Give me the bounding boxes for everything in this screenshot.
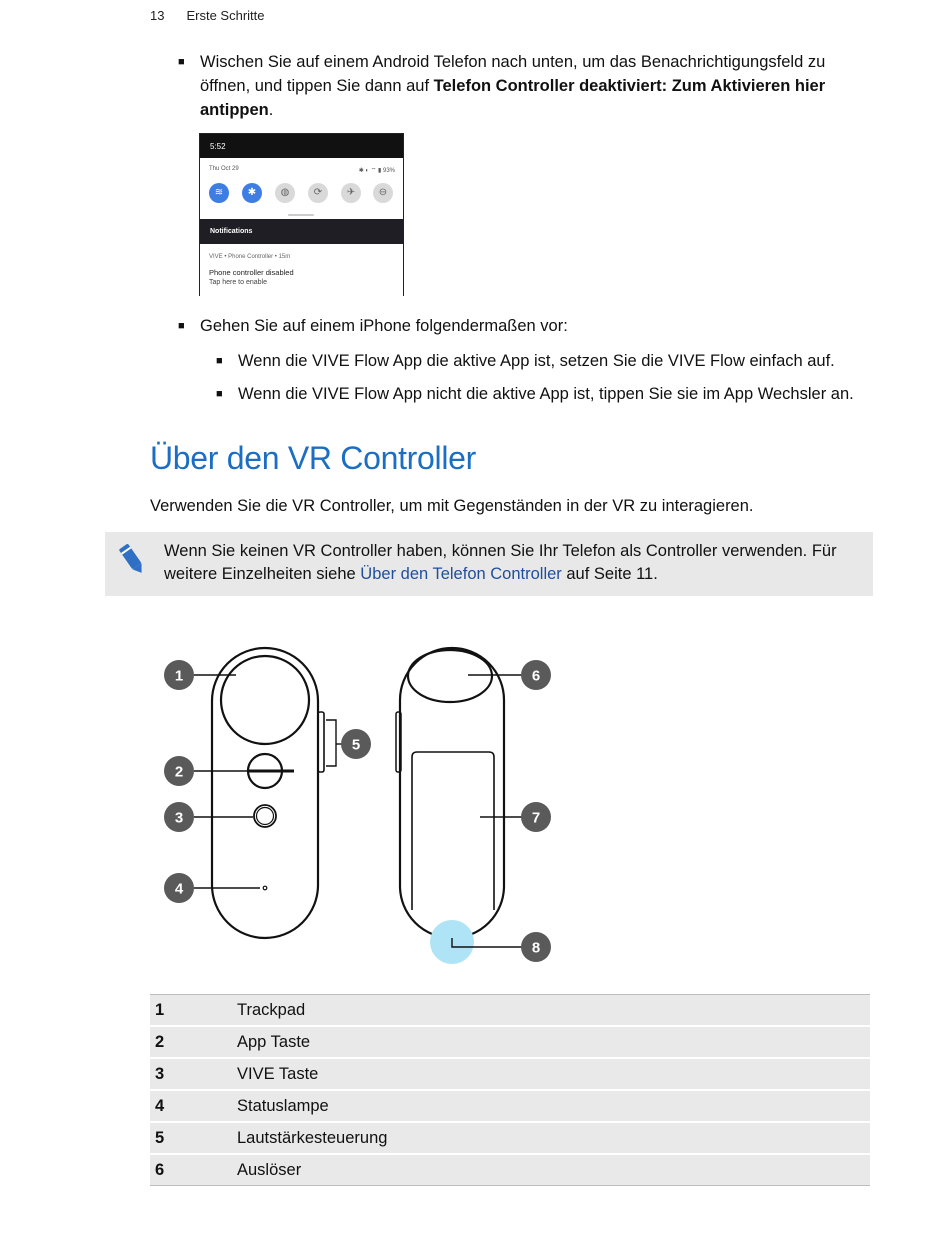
phone-date-row: Thu Oct 29 ✱ ◐ ⌔ ▮ 93%: [209, 166, 395, 174]
pencil-note-icon: [117, 542, 147, 578]
table-row: [150, 1058, 870, 1090]
bluetooth-icon: ✱: [242, 183, 262, 203]
callout-2: [164, 756, 194, 786]
table-row: [150, 995, 870, 1027]
callout-3: [164, 802, 194, 832]
svg-text:3: 3: [174, 809, 184, 827]
note-box: [105, 532, 873, 596]
bullet-square-icon: ■: [178, 56, 185, 68]
part-number: 1: [150, 995, 237, 1027]
status-lamp-shape: [263, 886, 267, 890]
callout-4: [164, 873, 194, 903]
page-header: [150, 8, 265, 23]
svg-text:4: 4: [174, 880, 184, 898]
controller-diagram: [150, 640, 570, 975]
flashlight-icon: ◍: [275, 183, 295, 203]
callout-6: [521, 660, 551, 690]
part-number: 4: [150, 1090, 237, 1122]
notification-title: Phone controller disabled: [209, 268, 294, 277]
section-heading: Über den VR Controller: [150, 440, 476, 476]
callout-7: [521, 802, 551, 832]
trigger-shape: [408, 650, 492, 702]
airplane-icon: ✈: [341, 183, 361, 203]
part-label: Lautstärkesteuerung: [237, 1122, 870, 1154]
wifi-icon: ≋: [209, 183, 229, 203]
panel-handle: [288, 214, 314, 216]
table-row: [150, 1154, 870, 1186]
android-notification-screenshot: [199, 133, 404, 296]
bullet-square-icon: ■: [178, 320, 185, 332]
svg-text:8: 8: [531, 939, 541, 957]
dnd-icon: ⊖: [373, 183, 393, 203]
vive-button-shape: [254, 805, 276, 827]
part-number: 2: [150, 1026, 237, 1058]
svg-text:1: 1: [174, 667, 184, 685]
part-label: VIVE Taste: [237, 1058, 870, 1090]
notifications-bar: Notifications: [200, 219, 403, 244]
page-number: 13: [150, 8, 165, 23]
section-intro: Verwenden Sie die VR Controller, um mit Gegenständen in der VR zu interagieren.: [150, 497, 754, 515]
notification-subtitle: Tap here to enable: [209, 279, 267, 286]
side-button-back: [396, 712, 401, 772]
notification-app-line: VIVE • Phone Controller • 15m: [209, 254, 291, 260]
vive-button-inner: [257, 808, 274, 825]
note-text: Wenn Sie keinen VR Controller haben, können Sie Ihr Telefon als Controller verwenden. Für weitere Einzelheiten siehe Über den Telefon Controller auf Seite 11.: [164, 542, 837, 583]
bullet-android: ■ Wischen Sie auf einem Android Telefon nach unten, um das Benachrichtigungsfeld zu öffnen, und tippen Sie dann auf Telefon Controller deaktiviert: Zum Aktivieren hier antippen.: [200, 50, 860, 122]
bullet-iphone-sub2: ■ Wenn die VIVE Flow App nicht die aktive App ist, tippen Sie sie im App Wechsler an.: [238, 382, 854, 406]
part-label: App Taste: [237, 1026, 870, 1058]
section-name: Erste Schritte: [186, 8, 265, 23]
svg-text:2: 2: [174, 763, 184, 781]
link-phone-controller[interactable]: Über den Telefon Controller: [360, 565, 562, 583]
bullet-iphone: ■ Gehen Sie auf einem iPhone folgendermaßen vor:: [200, 314, 568, 338]
part-number: 5: [150, 1122, 237, 1154]
front-controller-body: [212, 648, 318, 938]
trackpad-shape: [221, 656, 309, 744]
callout-8: [521, 932, 551, 962]
svg-text:7: 7: [531, 809, 541, 827]
bullet-square-icon: ■: [216, 388, 223, 400]
bullet-square-icon: ■: [216, 355, 223, 367]
callout-1: [164, 660, 194, 690]
grip-panel: [412, 752, 494, 910]
bullet-iphone-sub1: ■ Wenn die VIVE Flow App die aktive App ist, setzen Sie die VIVE Flow einfach auf.: [238, 349, 835, 373]
phone-status-bar: 5:52: [200, 134, 403, 158]
part-number: 3: [150, 1058, 237, 1090]
parts-table: [150, 994, 870, 1186]
table-row: [150, 1122, 870, 1154]
part-label: Statuslampe: [237, 1090, 870, 1122]
part-label: Auslöser: [237, 1154, 870, 1186]
part-label: Trackpad: [237, 995, 870, 1027]
table-row: [150, 1090, 870, 1122]
svg-text:6: 6: [531, 667, 541, 685]
callout-5: [341, 729, 371, 759]
part-number: 6: [150, 1154, 237, 1186]
rotate-icon: ⟳: [308, 183, 328, 203]
svg-text:5: 5: [351, 736, 361, 754]
table-row: [150, 1026, 870, 1058]
